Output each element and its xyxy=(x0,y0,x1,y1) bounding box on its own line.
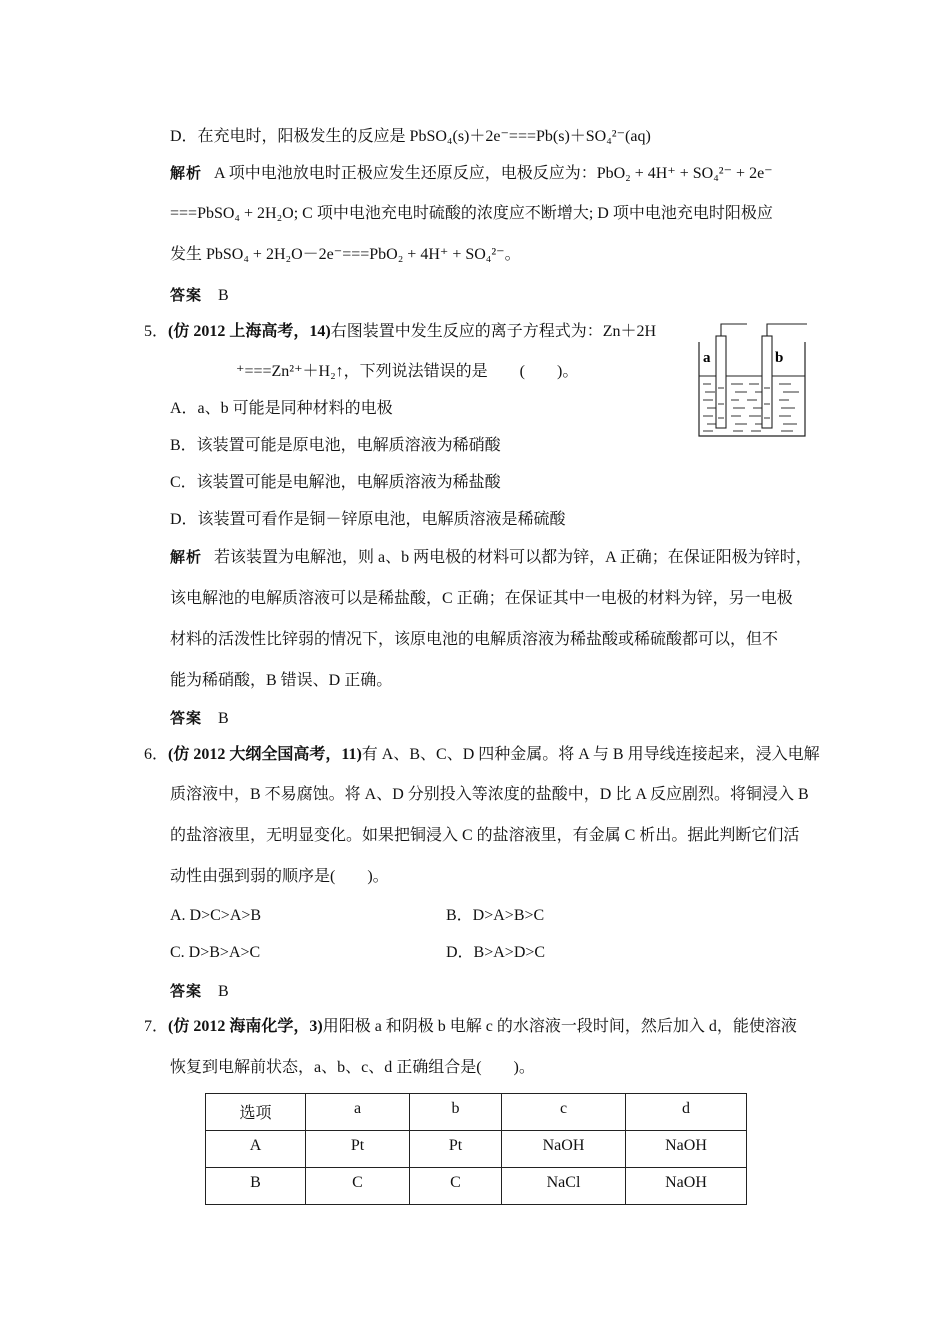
answer-label: 答案 xyxy=(170,709,203,727)
q6-option-d: D．B>A>D>C xyxy=(446,944,546,961)
table-header-row xyxy=(206,1094,747,1131)
q6-option-a: A. D>C>A>B xyxy=(170,907,262,924)
q7-stem-line-2: 恢复到电解前状态，a、b、c、d 正确组合是( )。 xyxy=(170,1059,535,1076)
q4-option-d: D．在充电时，阳极发生的反应是 PbSO₄(s)＋2e⁻===Pb(s)＋SO₄²⁻(aq) xyxy=(170,128,651,145)
question-stem: 用阳极 a 和阴极 b 电解 c 的水溶液一段时间，然后加入 d，能使溶液 xyxy=(322,1018,797,1035)
table-cell: B xyxy=(206,1168,306,1205)
q6-stem-line-2: 质溶液中，B 不易腐蚀。将 A、D 分别投入等浓度的盐酸中，D 比 A 反应剧烈。将铜浸入 B xyxy=(170,786,809,803)
analysis-label: 解析 xyxy=(170,548,203,566)
question-source: (仿 2012 上海高考，14) xyxy=(168,323,331,340)
table-cell: C xyxy=(410,1168,502,1205)
answer-label: 答案 xyxy=(170,982,203,1000)
question-number: 7． xyxy=(144,1018,169,1035)
table-header-cell: c xyxy=(502,1094,626,1131)
table-cell: Pt xyxy=(306,1131,410,1168)
q6-stem-line-3: 的盐溶液里，无明显变化。如果把铜浸入 C 的盐溶液里，有金属 C 析出。据此判断它们活 xyxy=(170,827,800,844)
question-stem: 有 A、B、C、D 四种金属。将 A 与 B 用导线连接起来，浸入电解 xyxy=(361,746,820,763)
q4-analysis-line-3: 发生 PbSO₄ + 2H₂O－2e⁻===PbO₂ + 4H⁺ + SO₄²⁻。 xyxy=(170,246,521,263)
answer-value: B xyxy=(218,983,229,1000)
label-a: a xyxy=(703,350,711,366)
table-header-cell: a xyxy=(306,1094,410,1131)
q5-stem-line-2: ⁺===Zn²⁺＋H₂↑，下列说法错误的是 ( )。 xyxy=(236,363,579,380)
q6-option-c: C. D>B>A>C xyxy=(170,944,261,961)
q5-analysis-line-4: 能为稀硝酸，B 错误、D 正确。 xyxy=(170,672,393,689)
question-source: (仿 2012 大纲全国高考，11) xyxy=(168,746,362,763)
q6-stem-line-4: 动性由强到弱的顺序是( )。 xyxy=(170,868,389,885)
table-cell: A xyxy=(206,1131,306,1168)
q5-analysis-line-3: 材料的活泼性比锌弱的情况下，该原电池的电解质溶液为稀盐酸或稀硫酸都可以，但不 xyxy=(170,631,779,648)
analysis-text: A 项中电池放电时正极应发生还原反应，电极反应为：PbO₂ + 4H⁺ + SO₄²⁻ + 2e⁻ xyxy=(214,165,773,182)
table-header-cell: b xyxy=(410,1094,502,1131)
table-header-cell: 选项 xyxy=(206,1094,306,1131)
q5-option-d: D．该装置可看作是铜－锌原电池，电解质溶液是稀硫酸 xyxy=(170,511,566,528)
table-header-cell: d xyxy=(626,1094,747,1131)
q4-analysis-line-1 xyxy=(170,162,773,185)
analysis-label: 解析 xyxy=(170,164,203,182)
electrolytic-cell-diagram xyxy=(695,318,807,442)
table-cell: NaOH xyxy=(502,1131,626,1168)
table-row xyxy=(206,1131,747,1168)
q5-stem-line-1 xyxy=(144,321,656,343)
analysis-text: 若该装置为电解池，则 a、b 两电极的材料可以都为锌，A 正确；在保证阳极为锌时， xyxy=(214,549,812,566)
question-source: (仿 2012 海南化学，3) xyxy=(168,1018,323,1035)
q4-analysis-line-2: ===PbSO₄ + 2H₂O; C 项中电池充电时硫酸的浓度应不断增大; D 项中电池充电时阳极应 xyxy=(170,205,773,222)
q6-answer xyxy=(170,980,229,1003)
q5-answer xyxy=(170,707,229,730)
question-number: 5． xyxy=(144,323,169,340)
electrode-a xyxy=(716,336,726,428)
q5-option-b: B．该装置可能是原电池，电解质溶液为稀硝酸 xyxy=(170,437,501,454)
table-cell: Pt xyxy=(410,1131,502,1168)
label-b: b xyxy=(775,350,784,366)
answer-label: 答案 xyxy=(170,286,203,304)
q7-stem-line-1 xyxy=(144,1016,797,1038)
q6-option-b: B．D>A>B>C xyxy=(446,907,545,924)
q7-options-table xyxy=(205,1093,747,1205)
q4-answer xyxy=(170,284,229,307)
table-cell: NaCl xyxy=(502,1168,626,1205)
q5-option-a: A．a、b 可能是同种材料的电极 xyxy=(170,400,393,417)
table-row xyxy=(206,1168,747,1205)
q6-stem-line-1 xyxy=(144,744,820,766)
q5-option-c: C．该装置可能是电解池，电解质溶液为稀盐酸 xyxy=(170,474,501,491)
electrode-b xyxy=(762,336,772,428)
question-stem: 右图装置中发生反应的离子方程式为：Zn＋2H xyxy=(330,323,657,340)
answer-value: B xyxy=(218,287,229,304)
answer-value: B xyxy=(218,710,229,727)
q5-analysis-line-1 xyxy=(170,546,812,569)
table-cell: NaOH xyxy=(626,1168,747,1205)
table-cell: NaOH xyxy=(626,1131,747,1168)
question-number: 6． xyxy=(144,746,169,763)
q5-analysis-line-2: 该电解池的电解质溶液可以是稀盐酸，C 正确；在保证其中一电极的材料为锌，另一电极 xyxy=(170,590,793,607)
table-cell: C xyxy=(306,1168,410,1205)
